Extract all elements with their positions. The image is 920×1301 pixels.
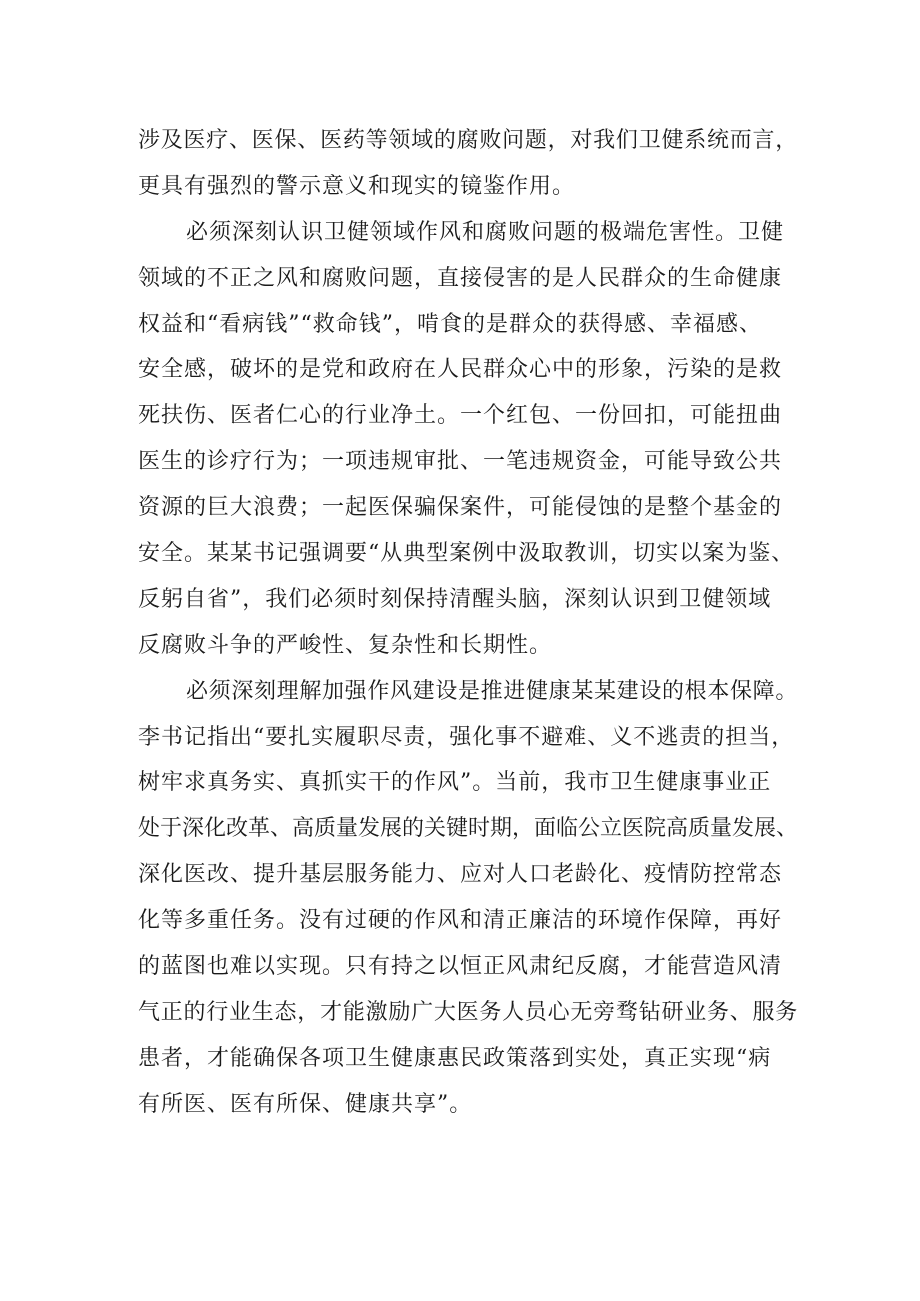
text-line: 处于深化改革、高质量发展的关键时期，面临公立医院高质量发展、 [138, 816, 799, 842]
text-line: 化等多重任务。没有过硬的作风和清正廉洁的环境作保障，再好 [138, 908, 783, 934]
text-line: 李书记指出“要扎实履职尽责，强化事不避难、义不逃责的担当， [138, 724, 795, 750]
text-line: 权益和“看病钱”“救命钱”，啃食的是群众的获得感、幸福感、 [138, 311, 762, 337]
text-line: 反腐败斗争的严峻性、复杂性和长期性。 [138, 632, 553, 658]
text-line: 医生的诊疗行为；一项违规审批、一笔违规资金，可能导致公共 [138, 449, 783, 475]
text-line: 安全感，破坏的是党和政府在人民群众心中的形象，污染的是救 [138, 357, 783, 383]
text-line: 树牢求真务实、真抓实干的作风”。当前，我市卫生健康事业正 [138, 770, 772, 796]
text-line: 气正的行业生态，才能激励广大医务人员心无旁骛钻研业务、服务 [138, 999, 799, 1025]
text-line: 涉及医疗、医保、医药等领域的腐败问题，对我们卫健系统而言， [138, 128, 799, 153]
document-body [138, 118, 798, 1128]
text-line: 有所医、医有所保、健康共享”。 [138, 1091, 473, 1117]
text-line: 的蓝图也难以实现。只有持之以恒正风肃纪反腐，才能营造风清 [138, 954, 783, 980]
text-line: 深化医改、提升基层服务能力、应对人口老龄化、疫情防控常态 [138, 862, 783, 888]
text-line: 领域的不正之风和腐败问题，直接侵害的是人民群众的生命健康 [138, 265, 783, 291]
text-line: 反躬自省”，我们必须时刻保持清醒头脑，深刻认识到卫健领域 [138, 586, 772, 612]
text-line: 死扶伤、医者仁心的行业净土。一个红包、一份回扣，可能扭曲 [138, 403, 783, 429]
paragraph-first-line: 必须深刻理解加强作风建设是推进健康某某建设的根本保障。 [186, 678, 799, 704]
paragraph-first-line: 必须深刻认识卫健领域作风和腐败问题的极端危害性。卫健 [186, 219, 785, 245]
text-line: 患者，才能确保各项卫生健康惠民政策落到实处，真正实现“病 [138, 1045, 772, 1071]
text-line: 更具有强烈的警示意义和现实的镜鉴作用。 [138, 173, 576, 199]
text-line: 资源的巨大浪费；一起医保骗保案件，可能侵蚀的是整个基金的 [138, 495, 783, 521]
text-line: 安全。某某书记强调要“从典型案例中汲取教训，切实以案为鉴、 [138, 541, 795, 567]
